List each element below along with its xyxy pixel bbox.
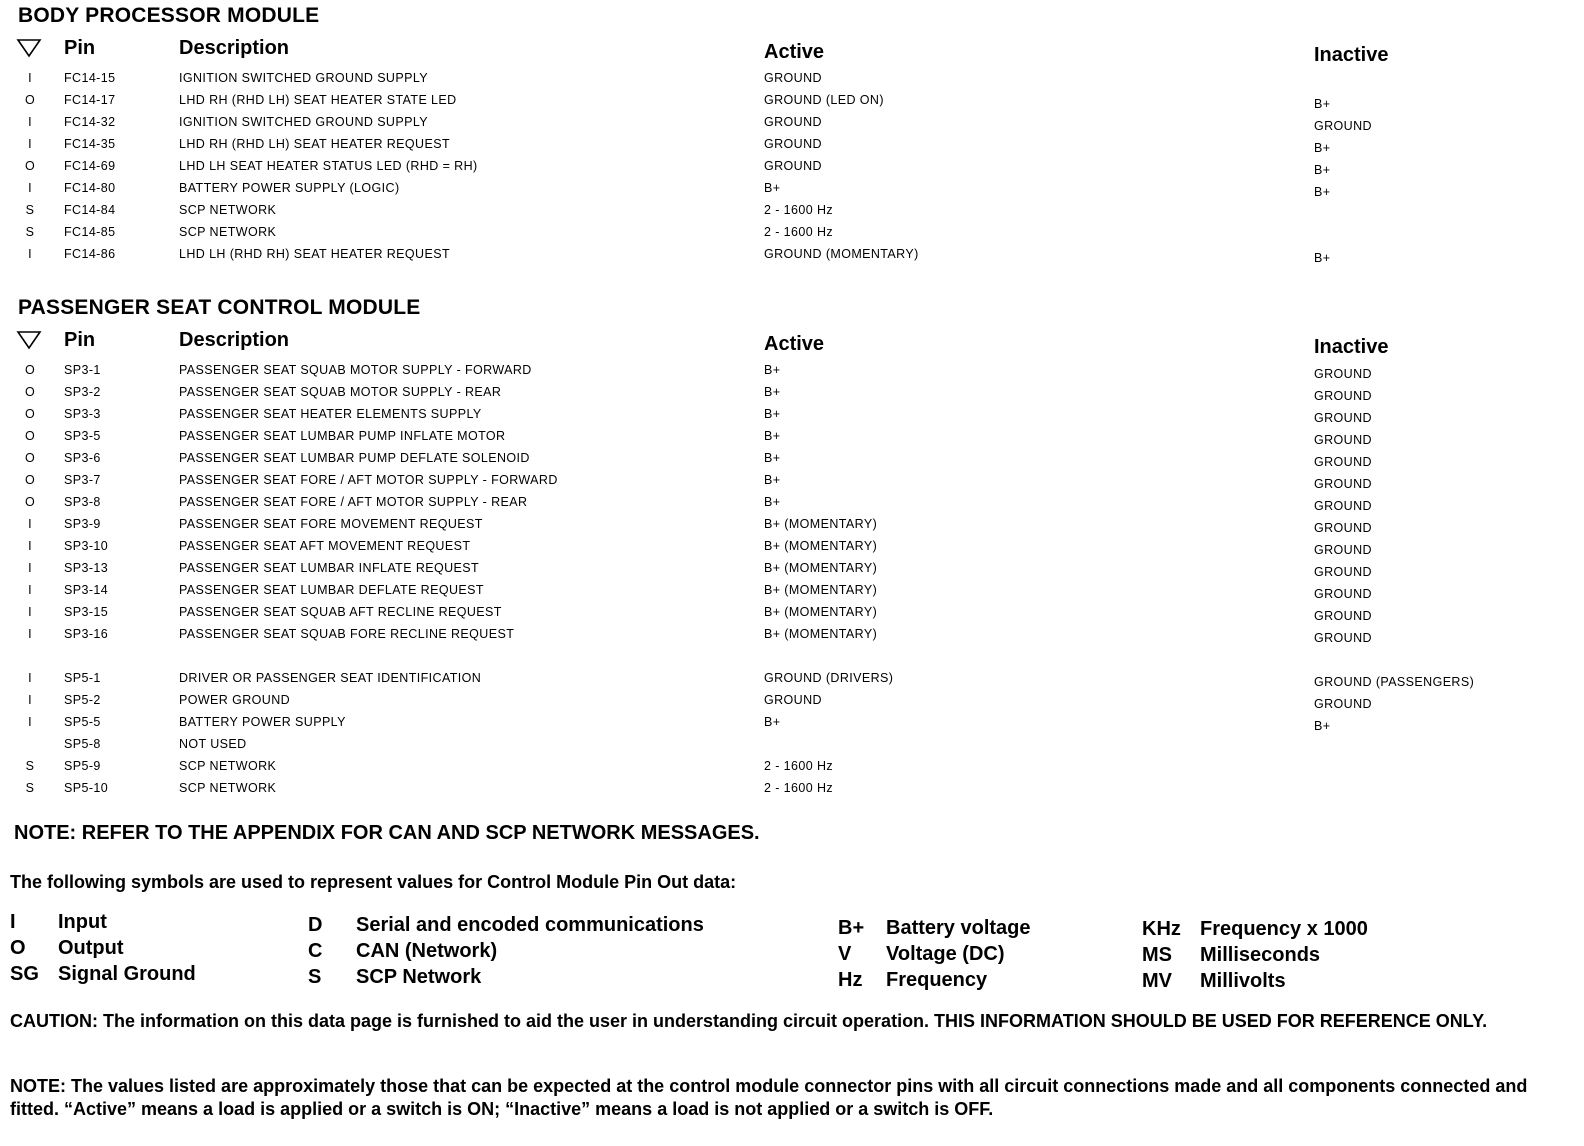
pin-type: S (25, 225, 35, 239)
table-row (0, 93, 1584, 115)
pin-description: LHD RH (RHD LH) SEAT HEATER REQUEST (179, 137, 450, 151)
pin-type: O (24, 495, 36, 509)
inactive-value: B+ (1314, 97, 1331, 111)
pin-description: PASSENGER SEAT SQUAB MOTOR SUPPLY - FORWARD (179, 363, 532, 377)
active-value: GROUND (764, 115, 822, 129)
inactive-value: GROUND (1314, 119, 1372, 133)
symbol-code: V (838, 943, 852, 965)
table-row (0, 363, 1584, 385)
table-row (0, 561, 1584, 583)
active-value: 2 - 1600 Hz (764, 781, 834, 795)
pin-type: O (24, 159, 36, 173)
pin-type: O (24, 473, 36, 487)
pscm-header-description: Description (179, 329, 290, 351)
pin-description: IGNITION SWITCHED GROUND SUPPLY (179, 115, 428, 129)
table-row (0, 385, 1584, 407)
pin-description: PASSENGER SEAT LUMBAR DEFLATE REQUEST (179, 583, 484, 597)
inactive-value: GROUND (1314, 587, 1372, 601)
pin-id: FC14-86 (64, 247, 116, 261)
pscm-header-active: Active (764, 333, 825, 355)
inactive-value: GROUND (1314, 521, 1372, 535)
pin-type: I (28, 247, 32, 261)
pin-id: SP3-8 (64, 495, 101, 509)
active-value: GROUND (764, 137, 822, 151)
active-value: B+ (764, 473, 781, 487)
inactive-value: GROUND (1314, 609, 1372, 623)
active-value: GROUND (764, 693, 822, 707)
pin-type: O (24, 363, 36, 377)
table-row (0, 737, 1584, 759)
inactive-value: B+ (1314, 185, 1331, 199)
pin-type: I (28, 693, 32, 707)
pin-id: SP3-16 (64, 627, 109, 641)
inactive-value: GROUND (PASSENGERS) (1314, 675, 1475, 689)
pscm-header-pin: Pin (64, 329, 96, 351)
pscm-header-inactive: Inactive (1314, 336, 1389, 358)
active-value: B+ (MOMENTARY) (764, 539, 878, 553)
bpm-header-pin: Pin (64, 37, 96, 59)
pin-description: PASSENGER SEAT LUMBAR PUMP DEFLATE SOLENOID (179, 451, 530, 465)
pin-description: PASSENGER SEAT LUMBAR PUMP INFLATE MOTOR (179, 429, 506, 443)
triangle-icon (16, 330, 42, 350)
pin-type: O (24, 429, 36, 443)
pscm-title: PASSENGER SEAT CONTROL MODULE (18, 296, 421, 319)
table-row (0, 473, 1584, 495)
pin-type: I (28, 583, 32, 597)
active-value: 2 - 1600 Hz (764, 759, 834, 773)
pin-description: PASSENGER SEAT HEATER ELEMENTS SUPPLY (179, 407, 482, 421)
pin-id: SP3-15 (64, 605, 109, 619)
pin-type: I (28, 671, 32, 685)
pin-type: I (28, 627, 32, 641)
network-note: NOTE: REFER TO THE APPENDIX FOR CAN AND SCP NETWORK MESSAGES. (14, 822, 760, 844)
active-value: B+ (MOMENTARY) (764, 583, 878, 597)
active-value: GROUND (DRIVERS) (764, 671, 894, 685)
pin-description: PASSENGER SEAT SQUAB FORE RECLINE REQUEST (179, 627, 515, 641)
values-note: NOTE: The values listed are approximately those that can be expected at the control module connector pins with all circuit connections made and all components connected and fitted. “Active” means a load is applied or a switch is ON; “Inactive” means a load is not applied or a switch is OFF. (10, 1076, 1528, 1119)
table-row (0, 781, 1584, 803)
active-value: GROUND (764, 159, 822, 173)
table-row (0, 115, 1584, 137)
pin-id: FC14-84 (64, 203, 116, 217)
table-row (0, 627, 1584, 649)
table-row (0, 429, 1584, 451)
inactive-value: B+ (1314, 251, 1331, 265)
symbol-meaning: Serial and encoded communications (356, 914, 704, 936)
symbol-meaning: Output (58, 937, 124, 959)
symbols-intro: The following symbols are used to represent values for Control Module Pin Out data: (10, 872, 737, 892)
active-value: B+ (764, 181, 781, 195)
pin-id: SP3-9 (64, 517, 101, 531)
triangle-icon (16, 38, 42, 58)
table-row (0, 137, 1584, 159)
table-row (0, 715, 1584, 737)
caution-text: CAUTION: The information on this data page is furnished to aid the user in understanding circuit operation. THIS INFORMATION SHOULD BE USED FOR REFERENCE ONLY. (10, 1011, 1488, 1031)
pin-id: SP5-8 (64, 737, 101, 751)
pin-id: SP3-7 (64, 473, 101, 487)
table-row (0, 181, 1584, 203)
inactive-value: GROUND (1314, 389, 1372, 403)
pin-description: SCP NETWORK (179, 203, 277, 217)
pin-id: SP3-3 (64, 407, 101, 421)
active-value: B+ (764, 715, 781, 729)
pin-description: NOT USED (179, 737, 247, 751)
symbol-code: MS (1142, 944, 1172, 966)
symbol-code: SG (10, 963, 39, 985)
pin-description: LHD RH (RHD LH) SEAT HEATER STATE LED (179, 93, 457, 107)
active-value: B+ (MOMENTARY) (764, 605, 878, 619)
symbol-code: KHz (1142, 918, 1181, 940)
pin-type: I (28, 715, 32, 729)
active-value: B+ (764, 429, 781, 443)
inactive-value: GROUND (1314, 697, 1372, 711)
pin-id: SP3-13 (64, 561, 109, 575)
pin-description: BATTERY POWER SUPPLY (179, 715, 346, 729)
inactive-value: B+ (1314, 719, 1331, 733)
pin-type: O (24, 385, 36, 399)
pin-id: SP3-10 (64, 539, 109, 553)
pin-description: POWER GROUND (179, 693, 291, 707)
pin-description: PASSENGER SEAT LUMBAR INFLATE REQUEST (179, 561, 480, 575)
symbol-code: B+ (838, 917, 865, 939)
symbol-code: D (308, 914, 323, 936)
table-row (0, 605, 1584, 627)
table-row (0, 693, 1584, 715)
table-row (0, 203, 1584, 225)
pin-id: SP3-5 (64, 429, 101, 443)
pin-description: PASSENGER SEAT FORE MOVEMENT REQUEST (179, 517, 483, 531)
symbol-code: MV (1142, 970, 1172, 992)
table-row (0, 407, 1584, 429)
symbol-meaning: SCP Network (356, 966, 482, 988)
bpm-header-active: Active (764, 41, 825, 63)
inactive-value: GROUND (1314, 477, 1372, 491)
symbol-code: S (308, 966, 322, 988)
symbol-meaning: Milliseconds (1200, 944, 1321, 966)
table-row (0, 583, 1584, 605)
active-value: GROUND (MOMENTARY) (764, 247, 919, 261)
pin-type: I (28, 561, 32, 575)
pin-description: SCP NETWORK (179, 225, 277, 239)
table-row (0, 71, 1584, 93)
table-row (0, 225, 1584, 247)
symbol-meaning: Frequency (886, 969, 988, 991)
inactive-value: GROUND (1314, 433, 1372, 447)
bpm-title: BODY PROCESSOR MODULE (18, 4, 320, 27)
pin-type: I (28, 539, 32, 553)
bpm-header-description: Description (179, 37, 290, 59)
pin-description: LHD LH SEAT HEATER STATUS LED (RHD = RH) (179, 159, 478, 173)
pin-id: FC14-69 (64, 159, 116, 173)
pin-id: SP5-1 (64, 671, 101, 685)
inactive-value: B+ (1314, 163, 1331, 177)
symbol-meaning: Battery voltage (886, 917, 1031, 939)
pin-description: SCP NETWORK (179, 781, 277, 795)
pin-type: I (28, 181, 32, 195)
pin-type: I (28, 71, 32, 85)
table-row (0, 759, 1584, 781)
pin-id: SP5-10 (64, 781, 109, 795)
pin-type: O (24, 407, 36, 421)
pin-id: SP3-6 (64, 451, 101, 465)
symbol-code: O (10, 937, 26, 959)
pin-id: SP5-9 (64, 759, 101, 773)
pin-description: PASSENGER SEAT FORE / AFT MOTOR SUPPLY - REAR (179, 495, 528, 509)
active-value: GROUND (764, 71, 822, 85)
pin-type: S (25, 759, 35, 773)
active-value: B+ (MOMENTARY) (764, 627, 878, 641)
pin-description: IGNITION SWITCHED GROUND SUPPLY (179, 71, 428, 85)
active-value: B+ (764, 495, 781, 509)
active-value: B+ (MOMENTARY) (764, 517, 878, 531)
pin-description: DRIVER OR PASSENGER SEAT IDENTIFICATION (179, 671, 482, 685)
pin-id: SP3-2 (64, 385, 101, 399)
pin-type: I (28, 115, 32, 129)
pin-id: SP3-14 (64, 583, 109, 597)
inactive-value: GROUND (1314, 499, 1372, 513)
bpm-header-inactive: Inactive (1314, 44, 1389, 66)
symbol-meaning: Input (58, 911, 107, 933)
pin-id: FC14-32 (64, 115, 116, 129)
symbol-meaning: CAN (Network) (356, 940, 498, 962)
table-row (0, 539, 1584, 561)
active-value: B+ (764, 451, 781, 465)
symbol-meaning: Signal Ground (58, 963, 196, 985)
pin-id: SP3-1 (64, 363, 101, 377)
pin-type: O (24, 451, 36, 465)
table-row (0, 495, 1584, 517)
pin-description: SCP NETWORK (179, 759, 277, 773)
table-row (0, 247, 1584, 269)
inactive-value: GROUND (1314, 455, 1372, 469)
table-row (0, 671, 1584, 693)
pin-type: I (28, 517, 32, 531)
symbol-meaning: Frequency x 1000 (1200, 918, 1368, 940)
pin-type: S (25, 203, 35, 217)
pin-description: BATTERY POWER SUPPLY (LOGIC) (179, 181, 400, 195)
inactive-value: GROUND (1314, 367, 1372, 381)
pin-description: LHD LH (RHD RH) SEAT HEATER REQUEST (179, 247, 450, 261)
pin-description: PASSENGER SEAT SQUAB MOTOR SUPPLY - REAR (179, 385, 502, 399)
pin-type: S (25, 781, 35, 795)
symbol-code: I (10, 911, 16, 933)
table-row (0, 517, 1584, 539)
pin-type: I (28, 137, 32, 151)
symbol-code: Hz (838, 969, 863, 991)
active-value: B+ (764, 385, 781, 399)
pin-id: FC14-85 (64, 225, 116, 239)
active-value: B+ (MOMENTARY) (764, 561, 878, 575)
active-value: B+ (764, 407, 781, 421)
inactive-value: B+ (1314, 141, 1331, 155)
pin-id: FC14-15 (64, 71, 116, 85)
inactive-value: GROUND (1314, 543, 1372, 557)
active-value: 2 - 1600 Hz (764, 225, 834, 239)
pin-type: I (28, 605, 32, 619)
pin-id: FC14-17 (64, 93, 116, 107)
table-row (0, 451, 1584, 473)
table-row (0, 159, 1584, 181)
pin-description: PASSENGER SEAT AFT MOVEMENT REQUEST (179, 539, 471, 553)
pin-id: FC14-35 (64, 137, 116, 151)
symbol-code: C (308, 940, 323, 962)
symbol-meaning: Voltage (DC) (886, 943, 1005, 965)
pin-description: PASSENGER SEAT FORE / AFT MOTOR SUPPLY - FORWARD (179, 473, 558, 487)
inactive-value: GROUND (1314, 565, 1372, 579)
active-value: B+ (764, 363, 781, 377)
inactive-value: GROUND (1314, 631, 1372, 645)
active-value: GROUND (LED ON) (764, 93, 884, 107)
pin-id: SP5-5 (64, 715, 101, 729)
pin-id: SP5-2 (64, 693, 101, 707)
inactive-value: GROUND (1314, 411, 1372, 425)
active-value: 2 - 1600 Hz (764, 203, 834, 217)
symbol-meaning: Millivolts (1200, 970, 1286, 992)
pin-description: PASSENGER SEAT SQUAB AFT RECLINE REQUEST (179, 605, 502, 619)
pin-type: O (24, 93, 36, 107)
pin-id: FC14-80 (64, 181, 116, 195)
